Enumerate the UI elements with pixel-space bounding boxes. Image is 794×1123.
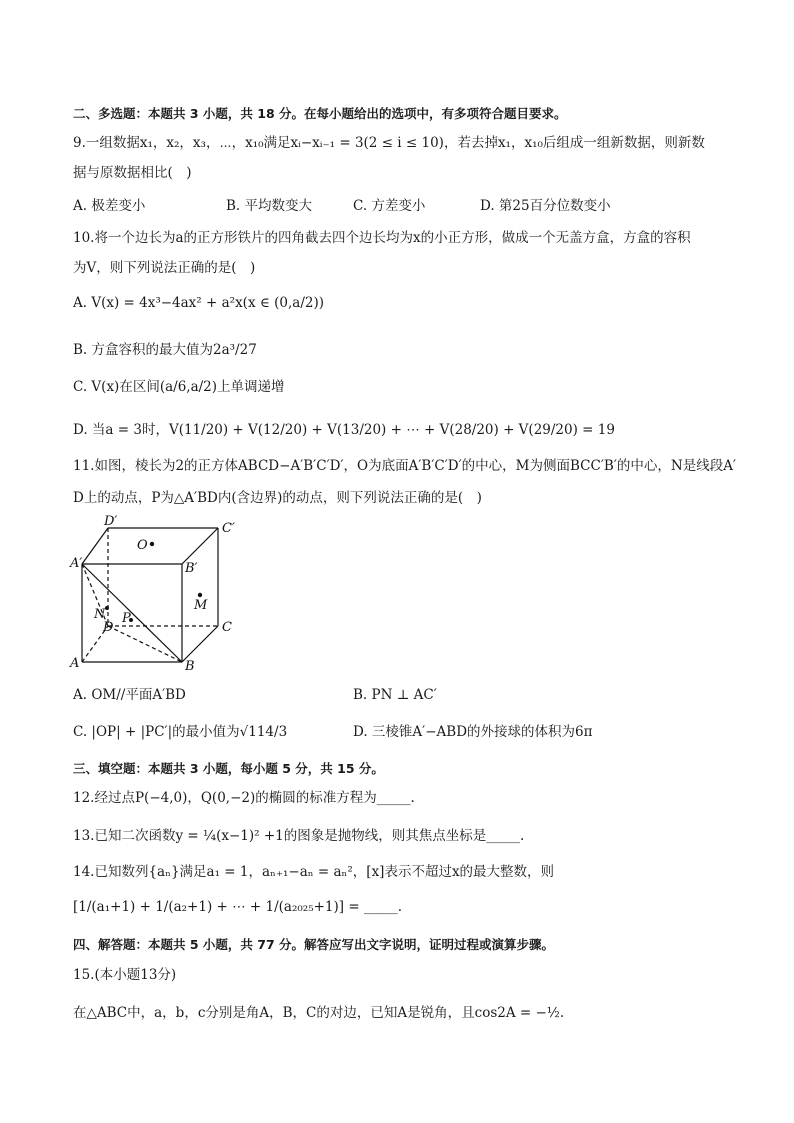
cube-figure: [60, 512, 250, 674]
q9-option-d: D. 第25百分位数变小: [480, 198, 611, 214]
q9-stem-line1: 9.一组数据x₁，x₂，x₃，⋯，x₁₀满足xᵢ−xᵢ₋₁ = 3(2 ≤ i ≤ 10)，若去掉x₁，x₁₀后组成一组新数据，则新数: [73, 135, 705, 151]
q10-option-b: B. 方盒容积的最大值为2a³/27: [73, 342, 257, 358]
point-n: [105, 606, 109, 610]
q14-line1: 14.已知数列{aₙ}满足a₁ = 1，aₙ₊₁−aₙ = aₙ²，[x]表示不超过x的最大整数，则: [73, 864, 555, 880]
q15-line1: 在△ABC中，a，b，c分别是角A，B，C的对边，已知A是锐角，且cos2A = −½.: [73, 1005, 565, 1021]
q10-stem-line1: 10.将一个边长为a的正方形铁片的四角截去四个边长均为x的小正方形，做成一个无盖方盒，方盒的容积: [73, 230, 691, 246]
q13: 13.已知二次函数y = ¼(x−1)² +1的图象是抛物线，则其焦点坐标是_____.: [73, 828, 525, 844]
point-m: [198, 593, 202, 597]
q12: 12.经过点P(−4,0)，Q(0,−2)的椭圆的标准方程为_____.: [73, 790, 415, 806]
q10-option-a: A. V(x) = 4x³−4ax² + a²x(x ∈ (0,a/2)): [73, 295, 325, 311]
label-m: M: [194, 598, 208, 613]
label-o: O: [137, 538, 148, 553]
q15-title: 15.(本小题13分): [73, 967, 177, 983]
label-b: B: [185, 659, 195, 674]
label-a-prime: A′: [70, 556, 83, 571]
label-b-prime: B′: [185, 561, 198, 576]
label-n: N: [94, 607, 106, 622]
q10-option-c: C. V(x)在区间(a/6,a/2)上单调递增: [73, 379, 285, 395]
q10-stem-line2: 为V，则下列说法正确的是( ): [73, 260, 256, 276]
label-c-prime: C′: [222, 521, 235, 536]
label-p: P: [122, 611, 131, 626]
label-d: D: [103, 620, 114, 635]
section-answer: 四、解答题：本题共 5 小题，共 77 分。解答应写出文字说明，证明过程或演算步骤。: [73, 937, 555, 952]
q9-option-c: C. 方差变小: [353, 198, 426, 214]
q9-option-a: A. 极差变小: [73, 198, 146, 214]
q10-option-d: D. 当a = 3时，V(11/20) + V(12/20) + V(13/20) + ⋯ + V(28/20) + V(29/20) = 19: [73, 422, 615, 438]
q11-option-b: B. PN ⊥ AC′: [353, 687, 437, 703]
section-fill-in: 三、填空题：本题共 3 小题，每小题 5 分，共 15 分。: [73, 761, 384, 776]
q9-stem-line2: 据与原数据相比( ): [73, 165, 192, 181]
section-multiple-choice: 二、多选题：本题共 3 小题，共 18 分。在每小题给出的选项中，有多项符合题目要求。: [73, 106, 567, 121]
q14-line2: [1/(a₁+1) + 1/(a₂+1) + ⋯ + 1/(a₂₀₂₅+1)] = _____.: [73, 899, 402, 915]
label-a: A: [70, 656, 80, 671]
point-o: [150, 542, 154, 546]
label-c: C: [222, 620, 232, 635]
q11-option-c: C. |OP| + |PC′|的最小值为√114/3: [73, 724, 288, 740]
q11-stem-line2: D上的动点，P为△A′BD内(含边界)的动点，则下列说法正确的是( ): [73, 490, 482, 506]
label-d-prime: D′: [104, 514, 118, 529]
q11-stem-line1: 11.如图，棱长为2的正方体ABCD−A′B′C′D′，O为底面A′B′C′D′的中心，M为侧面BCC′B′的中心，N是线段A′: [73, 458, 737, 474]
q11-option-d: D. 三棱锥A′−ABD的外接球的体积为6π: [353, 724, 593, 740]
q11-option-a: A. OM//平面A′BD: [73, 687, 186, 703]
q9-option-b: B. 平均数变大: [226, 198, 313, 214]
